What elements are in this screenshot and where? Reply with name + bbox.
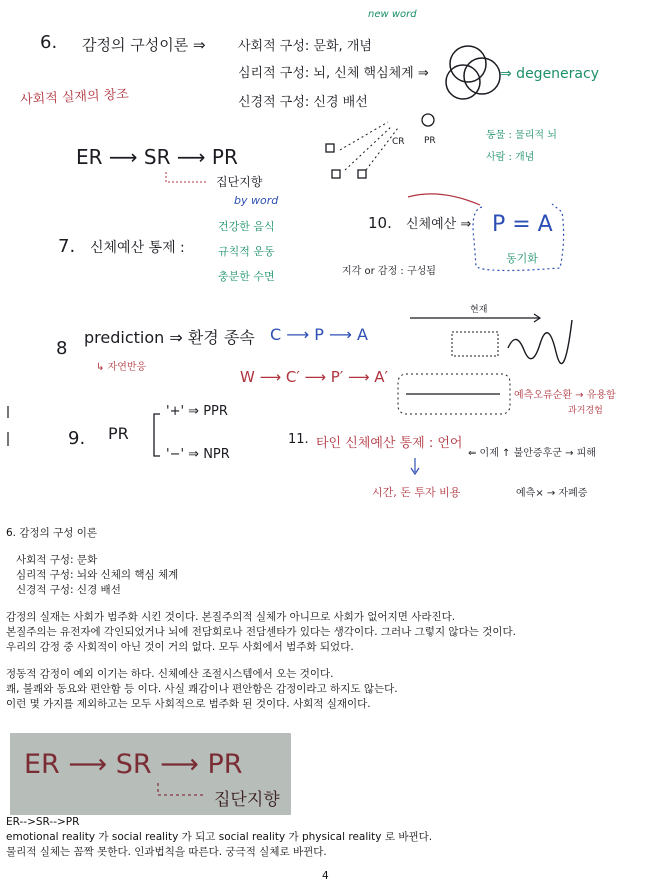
section-7-number: 7. bbox=[58, 236, 76, 257]
section-11-title: 11. bbox=[288, 432, 309, 447]
human-label: 사람 : 개념 bbox=[486, 152, 535, 163]
present-label: 현재 bbox=[470, 305, 488, 315]
autism-label: 예측× → 자폐증 bbox=[516, 488, 588, 499]
section-10-title: 신체예산 ⇒ bbox=[406, 217, 472, 232]
typed-heading: 6. 감정의 구성 이론 bbox=[6, 527, 98, 539]
perception-label: 지각 or 감정 : 구성됨 bbox=[342, 266, 436, 277]
reflex-label: ↳ 자연반응 bbox=[96, 362, 147, 373]
prediction-loop-label: 예측오류순환 → 유용함 bbox=[514, 390, 616, 401]
section-7-title: 신체예산 통제 : bbox=[90, 240, 185, 256]
npr-label: '−' ⇒ NPR bbox=[166, 447, 230, 462]
typed-item: 심리적 구성: 뇌와 신체의 핵심 체계 bbox=[16, 569, 179, 581]
typed-paragraph-line: 쾌, 불쾌와 동요와 편안함 등 이다. 사실 쾌감이나 편안함은 감정이라고 하지도 않는다. bbox=[6, 683, 398, 695]
section-6-title: 감정의 구성이론 ⇒ bbox=[82, 36, 206, 54]
typed-paragraph-line: 정동적 감정이 예외 이기는 하다. 신체예산 조절시스템에서 오는 것이다. bbox=[6, 668, 334, 680]
photo-jipdan: 집단지향 bbox=[214, 790, 280, 810]
cpa-flow: C ⟶ P ⟶ A bbox=[270, 325, 368, 344]
anxiety-label: ⇐ 이제 ↑ 불안증후군 → 피해 bbox=[468, 448, 596, 459]
enough-sleep: 충분한 수면 bbox=[218, 270, 275, 283]
past-experience-label: 과거경험 bbox=[568, 406, 603, 416]
cr-label: CR bbox=[392, 137, 405, 147]
typed-paragraph-line: 감정의 실재는 사회가 범주화 시킨 것이다. 본질주의적 실체가 아니므로 사회가 없어지면 사라진다. bbox=[6, 611, 456, 623]
typed-line: 물리적 실체는 꼼짝 못한다. 인과법칙을 따른다. 궁극적 실체로 바뀐다. bbox=[6, 846, 327, 858]
typed-line: emotional reality 가 social reality 가 되고 social reality 가 physical reality 로 바뀐다. bbox=[6, 831, 433, 843]
er-sr-pr-flow: ER ⟶ SR ⟶ PR bbox=[76, 145, 238, 169]
typed-notes-continued bbox=[6, 815, 432, 860]
section-11-body: 타인 신체예산 통제 : 언어 bbox=[316, 436, 463, 451]
regular-exercise: 규칙적 운동 bbox=[218, 245, 275, 258]
typed-paragraph-line: 이런 몇 가지를 제외하고는 모두 사회적으로 범주화 된 것이다. 사회적 실재이다. bbox=[6, 698, 371, 710]
donggihwa-label: 동기화 bbox=[506, 252, 538, 265]
typed-item: 신경적 구성: 신경 배선 bbox=[16, 584, 121, 596]
by-word-label: by word bbox=[234, 194, 279, 207]
photo-er-sr-pr: ER ⟶ SR ⟶ PR bbox=[24, 749, 243, 780]
typed-item: 사회적 구성: 문화 bbox=[16, 554, 98, 566]
jipdan-label: 집단지향 bbox=[216, 175, 263, 189]
page-number: 4 bbox=[322, 870, 329, 882]
typed-line: ER-->SR-->PR bbox=[6, 816, 80, 828]
time-money-label: 시간, 돈 투자 비용 bbox=[372, 486, 461, 499]
new-word-note: new word bbox=[368, 9, 417, 20]
p-equals-a: P = A bbox=[492, 212, 553, 237]
section-9-title: PR bbox=[108, 424, 129, 443]
section-10-number: 10. bbox=[368, 214, 392, 232]
typed-paragraph-line: 우리의 감정 중 사회적이 아닌 것이 거의 없다. 모두 사회에서 범주화 되었다. bbox=[6, 641, 354, 653]
er-sr-pr-photo bbox=[10, 733, 291, 815]
social-reality-note: 사회적 실재의 창조 bbox=[19, 87, 130, 108]
section-6-number: 6. bbox=[40, 32, 58, 53]
degeneracy-label: ⇒ degeneracy bbox=[500, 66, 599, 82]
animal-label: 동물 : 물리적 뇌 bbox=[486, 130, 557, 141]
typed-notes bbox=[6, 526, 646, 712]
neuro-construct: 신경적 구성: 신경 배선 bbox=[238, 95, 368, 110]
typed-paragraph-line: 본질주의는 유전자에 각인되었거나 뇌에 전담회로나 전담센타가 있다는 생각이다. 그러나 그렇지 않다는 것이다. bbox=[6, 626, 516, 638]
healthy-food: 건강한 음식 bbox=[218, 220, 275, 233]
social-construct: 사회적 구성: 문화, 개념 bbox=[238, 39, 372, 54]
psych-construct: 심리적 구성: 뇌, 신체 핵심체계 ⇒ bbox=[238, 66, 429, 81]
section-8-title: prediction ⇒ 환경 종속 bbox=[84, 328, 255, 347]
section-9-number: 9. bbox=[68, 428, 86, 449]
section-8-number: 8 bbox=[56, 338, 68, 359]
ppr-label: '+' ⇒ PPR bbox=[166, 404, 228, 419]
pr-label: PR bbox=[424, 136, 436, 146]
wcpa-flow: W ⟶ C′ ⟶ P′ ⟶ A′ bbox=[240, 368, 388, 386]
